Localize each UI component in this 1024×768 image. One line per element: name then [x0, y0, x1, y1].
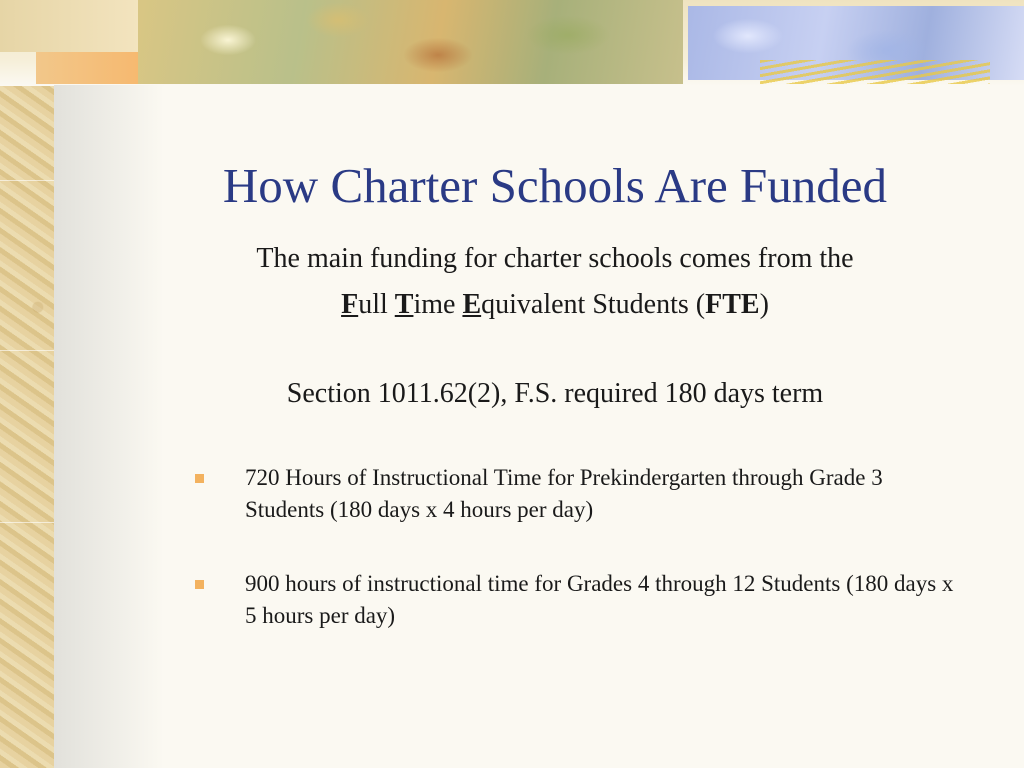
- banner-orange-block: [36, 52, 146, 84]
- banner-grass-image: [760, 60, 990, 84]
- square-bullet-icon: [195, 580, 204, 589]
- bullet-text: 900 hours of instructional time for Grades 4 through 12 Students (180 days x 5 hours per day): [245, 571, 954, 628]
- section-line: Section 1011.62(2), F.S. required 180 days term: [286, 378, 824, 409]
- left-decorative-strip: [0, 0, 54, 768]
- bullet-list: [195, 462, 955, 674]
- subtitle-line: The main funding for charter schools comes from the: [256, 243, 854, 274]
- bullet-text: 720 Hours of Instructional Time for Prekindergarten through Grade 3 Students (180 days x 4 hours per day): [245, 465, 883, 522]
- list-item: [195, 462, 955, 526]
- square-bullet-icon: [195, 474, 204, 483]
- fte-close-paren: ): [759, 289, 769, 320]
- slide-title: How Charter Schools Are Funded: [222, 158, 888, 213]
- fte-line: [90, 284, 1020, 326]
- banner-leaves-image: [138, 0, 683, 84]
- fte-e-letter: E: [462, 289, 482, 320]
- list-item: [195, 568, 955, 632]
- fte-f-rest: ull: [358, 289, 395, 320]
- fte-t-letter: T: [394, 289, 414, 320]
- fte-t-rest: ime: [413, 289, 463, 320]
- fte-f-letter: F: [341, 289, 359, 320]
- banner-parchment: [0, 0, 140, 52]
- fte-e-rest: quivalent Students (: [481, 289, 706, 320]
- fte-abbreviation: FTE: [705, 289, 760, 320]
